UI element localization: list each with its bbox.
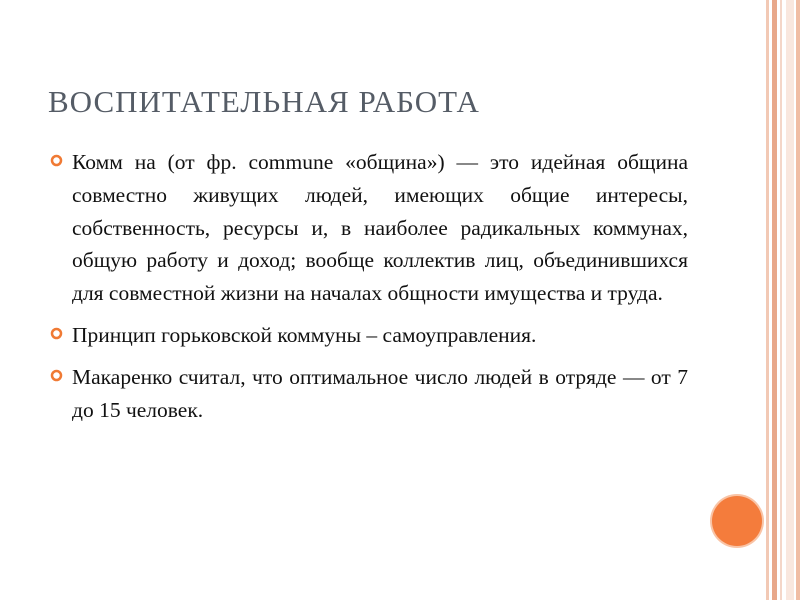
decor-stripe xyxy=(796,0,800,600)
bullet-item xyxy=(48,319,688,352)
decor-stripe xyxy=(766,0,769,600)
bullet-text: Макаренко считал, что оптимальное число людей в отряде — от 7 до 15 человек. xyxy=(72,364,688,422)
decor-stripe xyxy=(786,0,794,600)
decor-stripe xyxy=(772,0,777,600)
bullet-circle-icon xyxy=(50,369,63,382)
bullet-text: Принцип горьковской коммуны – самоуправления. xyxy=(72,322,537,347)
bullet-item xyxy=(48,146,688,310)
decor-stripe xyxy=(780,0,782,600)
bullet-item xyxy=(48,361,688,427)
slide-title: ВОСПИТАТЕЛЬНАЯ РАБОТА xyxy=(48,84,480,119)
bullet-circle-icon xyxy=(50,154,63,167)
bullet-list xyxy=(48,146,688,435)
bullet-circle-icon xyxy=(50,327,63,340)
orange-circle-decor xyxy=(712,496,762,546)
bullet-text: Комм на (от фр. commune «община») — это идейная община совместно живущих людей, имеющих общие интересы, собственность, ресурсы и, в наиболее радикальных коммунах, общую работу и доход; вообще коллектив лиц, объединившихся для совместной жизни на началах общности имущества и труда. xyxy=(72,150,688,306)
